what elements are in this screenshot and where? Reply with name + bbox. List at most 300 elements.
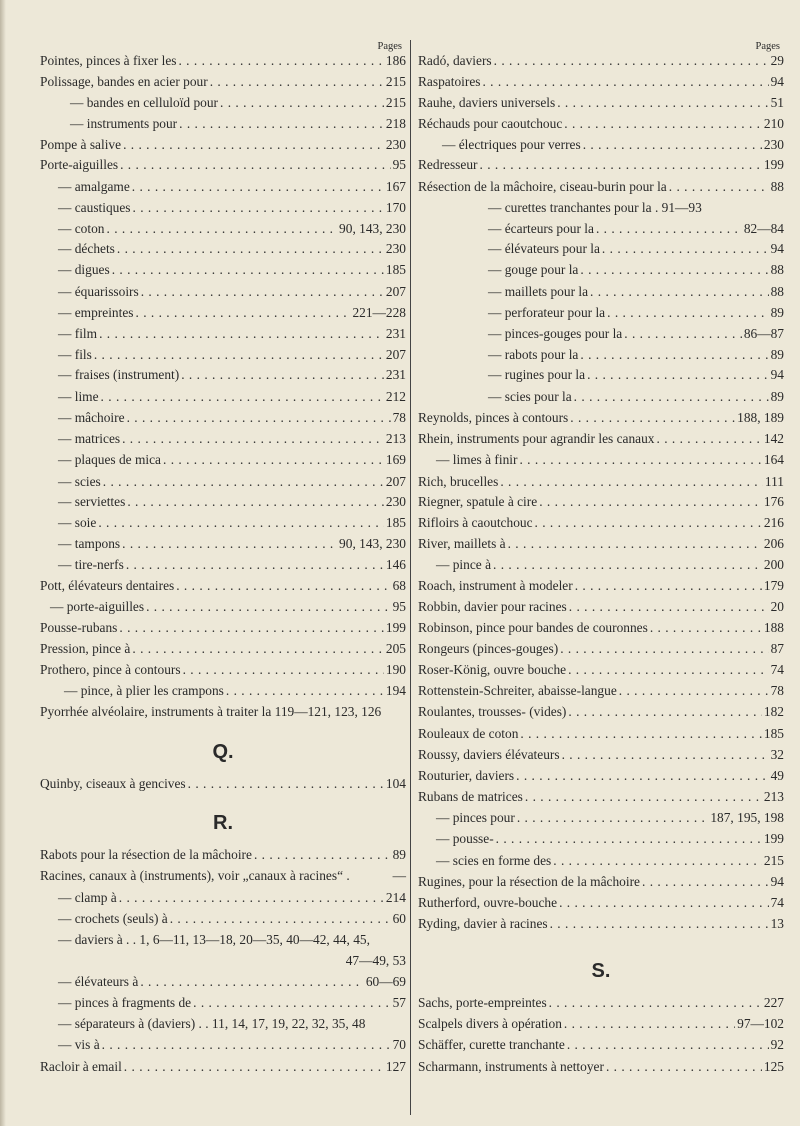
dot-leader [587, 367, 769, 382]
entry-label: — gouge pour la [488, 262, 579, 277]
dot-leader [519, 452, 761, 467]
entry-pages: 194 [385, 683, 406, 698]
index-entry [418, 257, 784, 277]
index-entry [40, 678, 406, 698]
index-entry [40, 279, 406, 299]
entry-pages: 94 [770, 241, 784, 256]
entry-label: Pyorrhée alvéolaire, instruments à traiter la 119—121, 123, 126 [40, 704, 382, 719]
dot-leader [482, 74, 768, 89]
dot-leader [98, 515, 384, 530]
dot-leader [568, 662, 769, 677]
dot-leader [146, 599, 391, 614]
dot-leader [606, 1059, 762, 1074]
entry-pages: 207 [385, 284, 406, 299]
entry-label: — empreintes [58, 305, 134, 320]
entry-pages: 231 [385, 326, 406, 341]
index-entry [40, 969, 406, 989]
dot-leader [575, 578, 762, 593]
entry-label: Roussy, daviers élévateurs [418, 747, 560, 762]
entry-label: — scies pour la [488, 389, 572, 404]
dot-leader [136, 305, 351, 320]
index-entry [418, 890, 784, 910]
entry-pages: 221—228 [352, 305, 406, 320]
dot-leader [500, 474, 763, 489]
dot-leader [140, 974, 364, 989]
entry-pages: 190 [385, 662, 406, 677]
entry-pages: 127 [385, 1059, 406, 1074]
entry-pages: 111 [764, 474, 784, 489]
section-letter-heading: R. [213, 812, 233, 834]
entry-label: Rongeurs (pinces-gouges) [418, 641, 559, 656]
index-entry [40, 842, 406, 862]
entry-label: Radó, daviers [418, 53, 492, 68]
dot-leader [119, 890, 384, 905]
entry-pages: 182 [763, 704, 784, 719]
index-entry [40, 615, 406, 635]
dot-leader [580, 347, 768, 362]
dot-leader [179, 116, 384, 131]
dot-leader [557, 95, 768, 110]
entry-label: — pince à [436, 557, 492, 572]
index-entry [40, 174, 406, 194]
entry-pages: — [392, 868, 406, 883]
index-entry [418, 699, 784, 719]
entry-pages: 199 [763, 157, 784, 172]
index-entry [418, 990, 784, 1010]
section-letter-heading: S. [591, 960, 611, 982]
entry-label: Scharmann, instruments à nettoyer [418, 1059, 604, 1074]
entry-pages: 60—69 [365, 974, 406, 989]
entry-label: — séparateurs à (daviers) . . 11, 14, 17, 19, 22, 32, 35, 48 [58, 1016, 366, 1031]
index-entry [418, 1054, 784, 1074]
entry-pages: 230 [385, 494, 406, 509]
index-entry [40, 489, 406, 509]
dot-leader [607, 305, 768, 320]
entry-label: — tampons [58, 536, 121, 551]
entry-label: — digues [58, 262, 110, 277]
entry-label: — fils [58, 347, 92, 362]
index-entry [418, 111, 784, 131]
entry-pages: 88 [770, 284, 784, 299]
dot-leader [132, 641, 384, 656]
index-entry [418, 174, 784, 194]
entry-label: — maillets pour la [488, 284, 589, 299]
entry-label: Porte-aiguilles [40, 157, 119, 172]
entry-label: Pression, pince à [40, 641, 131, 656]
entry-label: — rabots pour la [488, 347, 579, 362]
index-entry [40, 48, 406, 68]
index-entry [418, 216, 784, 236]
index-entry [418, 321, 784, 341]
dot-leader [119, 620, 384, 635]
index-entry [418, 236, 784, 256]
entry-label: — rugines pour la [488, 367, 586, 382]
index-entry [418, 69, 784, 89]
index-entry [40, 1032, 406, 1052]
index-entry [418, 48, 784, 68]
entry-label: Racines, canaux à (instruments), voir „canaux à racines“ . [40, 868, 350, 883]
dot-leader [112, 262, 384, 277]
entry-label: Riegner, spatule à cire [418, 494, 538, 509]
entry-pages: 176 [763, 494, 784, 509]
entry-pages: 207 [385, 474, 406, 489]
dot-leader [494, 53, 769, 68]
index-entry [418, 615, 784, 635]
entry-label: — perforateur pour la [488, 305, 606, 320]
entry-pages: 78 [770, 683, 784, 698]
dot-leader [183, 662, 384, 677]
index-entry [40, 1054, 406, 1074]
entry-label: Rubans de matrices [418, 789, 523, 804]
entry-pages: 94 [770, 74, 784, 89]
index-entry [40, 236, 406, 256]
dot-leader [669, 179, 769, 194]
index-entry [40, 699, 406, 719]
entry-label: Robbin, davier pour racines [418, 599, 567, 614]
dot-leader [516, 768, 768, 783]
dot-leader [193, 995, 390, 1010]
entry-pages: 104 [385, 776, 406, 791]
entry-pages: 89 [770, 389, 784, 404]
index-entry [40, 531, 406, 551]
entry-pages: 199 [385, 620, 406, 635]
entry-label: Rouleaux de coton [418, 726, 519, 741]
entry-label: Pointes, pinces à fixer les [40, 53, 177, 68]
entry-pages: 185 [385, 262, 406, 277]
dot-leader [163, 452, 384, 467]
index-entry [418, 1032, 784, 1052]
index-entry [40, 469, 406, 489]
dot-leader [574, 389, 769, 404]
entry-label: Rottenstein-Schreiter, abaisse-langue [418, 683, 617, 698]
index-entry [40, 885, 406, 905]
entry-label: Roach, instrument à modeler [418, 578, 573, 593]
entry-pages: 215 [763, 853, 784, 868]
dot-leader [123, 137, 384, 152]
entry-pages: 70 [392, 1037, 406, 1052]
dot-leader [525, 789, 762, 804]
entry-pages: 78 [392, 410, 406, 425]
entry-label: — pinces pour [436, 810, 515, 825]
entry-label: Redresseur [418, 157, 478, 172]
dot-leader [564, 116, 762, 131]
entry-label: — instruments pour [70, 116, 178, 131]
entry-label: — amalgame [58, 179, 130, 194]
index-entry [40, 948, 406, 968]
dot-leader [496, 831, 762, 846]
entry-pages: 90, 143, 230 [339, 536, 406, 551]
entry-label: River, maillets à [418, 536, 506, 551]
entry-pages: 210 [763, 116, 784, 131]
dot-leader [657, 431, 762, 446]
entry-pages: 68 [392, 578, 406, 593]
entry-pages: 230 [385, 241, 406, 256]
entry-pages: 51 [770, 95, 784, 110]
dot-leader [99, 326, 384, 341]
entry-label: Roser-König, ouvre bouche [418, 662, 567, 677]
entry-pages: 188 [763, 620, 784, 635]
dot-leader [122, 431, 384, 446]
entry-label: — coton [58, 221, 105, 236]
entry-label: Rich, brucelles [418, 474, 499, 489]
entry-label: — curettes tranchantes pour la . 91—93 [488, 200, 702, 215]
entry-pages: 60 [392, 911, 406, 926]
index-entry [40, 405, 406, 425]
entry-pages: 97—102 [737, 1016, 784, 1031]
entry-label: Reynolds, pinces à contours [418, 410, 569, 425]
entry-label: — caustiques [58, 200, 131, 215]
entry-pages: 230 [385, 137, 406, 152]
entry-label: Rauhe, daviers universels [418, 95, 556, 110]
entry-label: Ryding, davier à racines [418, 916, 548, 931]
index-entry [418, 510, 784, 530]
entry-label: Prothero, pince à contours [40, 662, 181, 677]
entry-pages: 20 [770, 599, 784, 614]
index-entry [418, 300, 784, 320]
entry-pages: 213 [763, 789, 784, 804]
index-entry [40, 111, 406, 131]
index-entry [418, 784, 784, 804]
entry-label: — fraises (instrument) [58, 367, 180, 382]
entry-pages: 216 [763, 515, 784, 530]
entry-label: — tire-nerfs [58, 557, 124, 572]
index-entry [418, 152, 784, 172]
index-entry [40, 300, 406, 320]
pages-header-right: Pages [755, 41, 780, 52]
entry-label: — daviers à . . 1, 6—11, 13—18, 20—35, 40—42, 44, 45, [58, 932, 370, 947]
pages-header-left: Pages [377, 41, 402, 52]
entry-pages: 146 [385, 557, 406, 572]
index-entry [40, 863, 406, 883]
dot-leader [517, 810, 709, 825]
entry-pages: 200 [763, 557, 784, 572]
entry-label: — lime [58, 389, 99, 404]
dot-leader [132, 179, 384, 194]
entry-label: — écarteurs pour la [488, 221, 594, 236]
entry-label: Robinson, pince pour bandes de couronnes [418, 620, 648, 635]
entry-label: Racloir à email [40, 1059, 122, 1074]
dot-leader [619, 683, 769, 698]
entry-pages: 74 [770, 662, 784, 677]
index-entry [40, 426, 406, 446]
index-entry [40, 594, 406, 614]
dot-leader [642, 874, 769, 889]
index-entry [40, 510, 406, 530]
index-entry [418, 552, 784, 572]
index-entry [418, 531, 784, 551]
dot-leader [650, 620, 762, 635]
entry-label: Rabots pour la résection de la mâchoire [40, 847, 252, 862]
index-entry [40, 573, 406, 593]
index-entry [418, 636, 784, 656]
dot-leader [549, 995, 762, 1010]
index-entry [40, 1011, 406, 1031]
entry-label: — élévateurs pour la [488, 241, 600, 256]
index-entry [418, 911, 784, 931]
dot-leader [94, 347, 384, 362]
entry-pages: 164 [763, 452, 784, 467]
dot-leader [583, 137, 762, 152]
entry-pages: 89 [392, 847, 406, 862]
entry-pages: 231 [385, 367, 406, 382]
index-entry [418, 384, 784, 404]
index-entry [40, 90, 406, 110]
entry-pages: 95 [392, 157, 406, 172]
entry-pages: 32 [770, 747, 784, 762]
entry-label: Pompe à salive [40, 137, 122, 152]
index-entry [418, 721, 784, 741]
index-entry [40, 927, 406, 947]
entry-label: — porte-aiguilles [50, 599, 145, 614]
dot-leader [133, 200, 384, 215]
entry-pages: 87 [770, 641, 784, 656]
dot-leader [102, 1037, 391, 1052]
entry-pages: 187, 195, 198 [710, 810, 784, 825]
index-entry [418, 447, 784, 467]
entry-pages: 92 [770, 1037, 784, 1052]
dot-leader [170, 911, 391, 926]
dot-leader [602, 241, 769, 256]
index-entry [40, 69, 406, 89]
entry-pages: 29 [770, 53, 784, 68]
entry-label: — mâchoire [58, 410, 125, 425]
dot-leader [178, 53, 383, 68]
entry-pages: 89 [770, 347, 784, 362]
dot-leader [220, 95, 384, 110]
dot-leader [127, 410, 391, 425]
entry-pages: 227 [763, 995, 784, 1010]
entry-label: — vis à [58, 1037, 100, 1052]
entry-pages: 207 [385, 347, 406, 362]
entry-pages: 88 [770, 179, 784, 194]
entry-label: — crochets (seuls) à [58, 911, 168, 926]
dot-leader [101, 389, 384, 404]
dot-leader [568, 704, 762, 719]
dot-leader [569, 599, 769, 614]
entry-pages: 215 [385, 74, 406, 89]
index-entry [418, 132, 784, 152]
dot-leader [562, 747, 769, 762]
dot-leader [520, 726, 762, 741]
dot-leader [567, 1037, 769, 1052]
entry-pages: 74 [770, 895, 784, 910]
index-entry [40, 990, 406, 1010]
entry-pages: 89 [770, 305, 784, 320]
dot-leader [127, 494, 384, 509]
entry-pages: 199 [763, 831, 784, 846]
dot-leader [124, 1059, 384, 1074]
entry-label: — élévateurs à [58, 974, 139, 989]
entry-pages: 57 [392, 995, 406, 1010]
entry-pages: 94 [770, 874, 784, 889]
dot-leader [181, 367, 384, 382]
entry-pages: 186 [385, 53, 406, 68]
dot-leader [141, 284, 384, 299]
entry-label: — pousse- [436, 831, 494, 846]
dot-leader [480, 157, 762, 172]
entry-pages: 170 [385, 200, 406, 215]
dot-leader [188, 776, 384, 791]
index-entry [40, 657, 406, 677]
index-entry [418, 362, 784, 382]
index-entry [40, 342, 406, 362]
entry-pages: 230 [763, 137, 784, 152]
entry-pages: 88 [770, 262, 784, 277]
entry-pages: 218 [385, 116, 406, 131]
dot-leader [596, 221, 742, 236]
dot-leader [539, 494, 762, 509]
entry-label: Réchauds pour caoutchouc [418, 116, 563, 131]
entry-label: Rugines, pour la résection de la mâchoire [418, 874, 640, 889]
entry-label: Quinby, ciseaux à gencives [40, 776, 186, 791]
entry-label: Sachs, porte-empreintes [418, 995, 547, 1010]
dot-leader [210, 74, 384, 89]
entry-label: — scies en forme des [436, 853, 552, 868]
dot-leader [103, 474, 384, 489]
dot-leader [590, 284, 769, 299]
index-entry [418, 426, 784, 446]
entry-label: Rifloirs à caoutchouc [418, 515, 533, 530]
entry-label: Pousse-rubans [40, 620, 118, 635]
entry-label: Scalpels divers à opération [418, 1016, 562, 1031]
index-entry [418, 763, 784, 783]
index-entry [418, 678, 784, 698]
index-entry [418, 489, 784, 509]
index-entry [418, 657, 784, 677]
entry-label: Rutherford, ouvre-bouche [418, 895, 558, 910]
index-entry [40, 321, 406, 341]
entry-pages: 214 [385, 890, 406, 905]
entry-pages: 82—84 [743, 221, 784, 236]
entry-pages: 188, 189 [737, 410, 784, 425]
entry-pages: 215 [385, 95, 406, 110]
entry-pages: 142 [763, 431, 784, 446]
page-edge-shadow [0, 0, 6, 1126]
index-entry [418, 405, 784, 425]
entry-label: — limes à finir [436, 452, 518, 467]
entry-label: — scies [58, 474, 101, 489]
entry-pages: 212 [385, 389, 406, 404]
entry-pages: 49 [770, 768, 784, 783]
entry-pages: 86—87 [743, 326, 784, 341]
entry-pages: 205 [385, 641, 406, 656]
entry-label: Polissage, bandes en acier pour [40, 74, 208, 89]
dot-leader [624, 326, 742, 341]
index-entry [40, 257, 406, 277]
entry-label: — film [58, 326, 98, 341]
index-entry [418, 469, 784, 489]
index-entry [418, 826, 784, 846]
index-entry [418, 90, 784, 110]
entry-label: — pince, à plier les crampons [64, 683, 224, 698]
entry-label: Résection de la mâchoire, ciseau-burin pour la [418, 179, 667, 194]
entry-label: — plaques de mica [58, 452, 161, 467]
column-divider [410, 40, 411, 1115]
entry-label: — soie [58, 515, 97, 530]
index-entry [40, 152, 406, 172]
dot-leader [550, 916, 769, 931]
entry-pages: 90, 143, 230 [339, 221, 406, 236]
index-entry [40, 384, 406, 404]
dot-leader [107, 221, 338, 236]
index-entry [418, 195, 784, 215]
index-entry [40, 552, 406, 572]
index-entry [40, 906, 406, 926]
index-entry [40, 132, 406, 152]
entry-label: — matrices [58, 431, 121, 446]
dot-leader [117, 241, 384, 256]
entry-label: Routurier, daviers [418, 768, 515, 783]
